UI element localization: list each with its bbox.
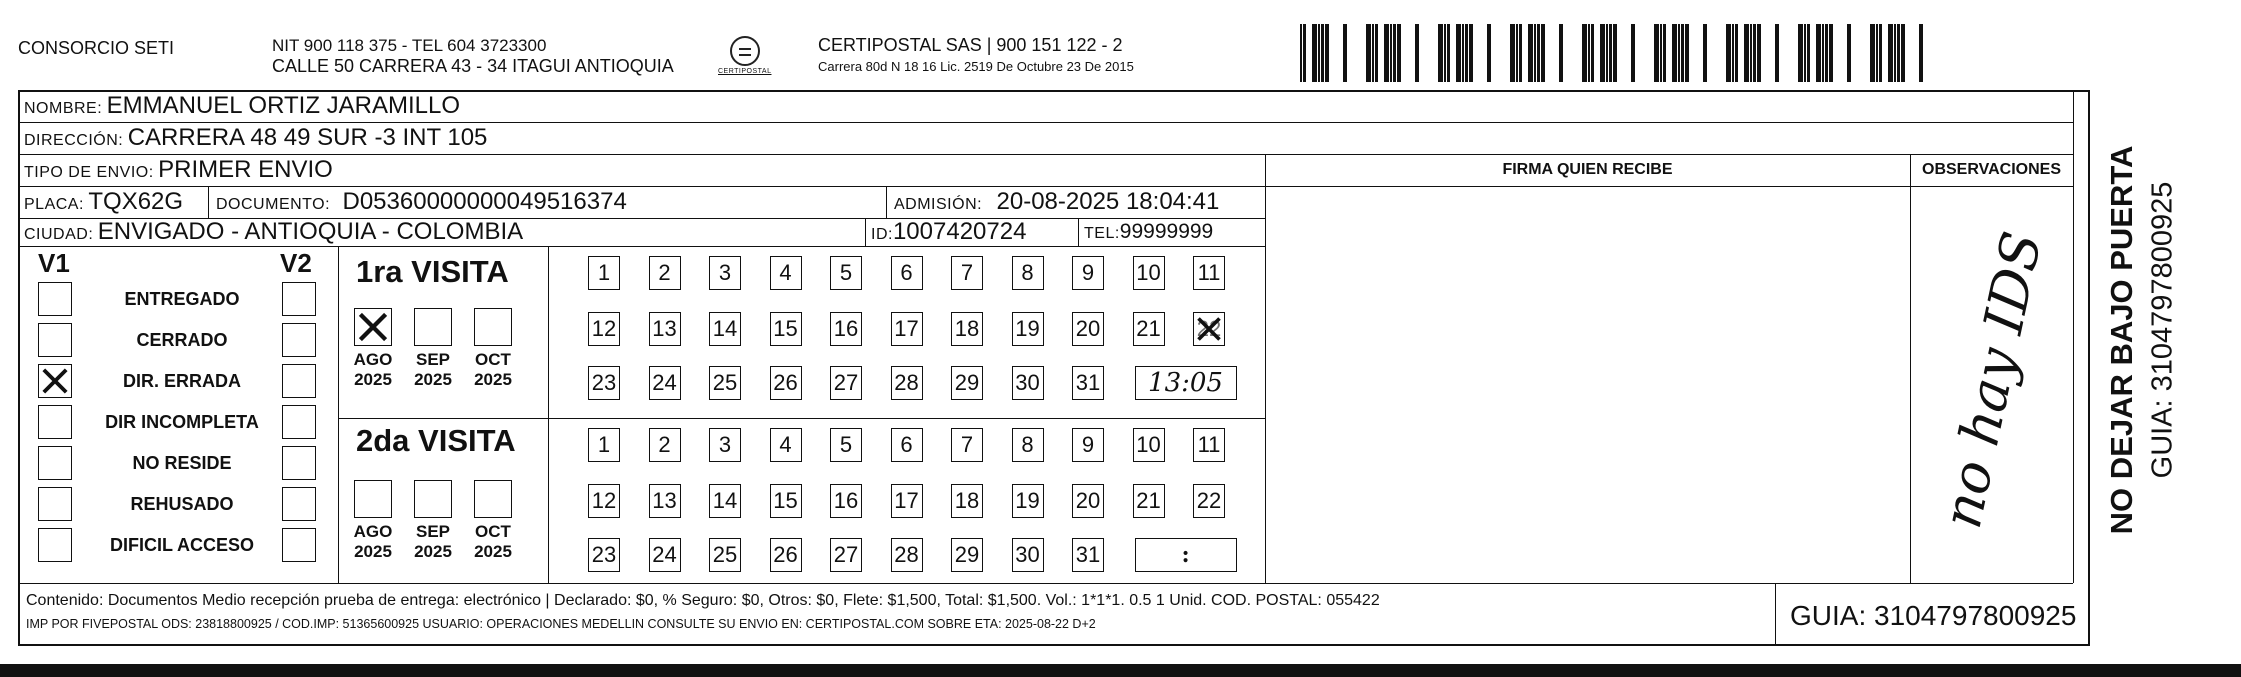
ciudad-value: ENVIGADO - ANTIOQUIA - COLOMBIA [97, 218, 524, 245]
barcode-bar [1372, 24, 1374, 82]
barcode-bar [1487, 24, 1491, 82]
tipo-envio-label: TIPO DE ENVIO: [24, 164, 154, 181]
tel-label: TEL: [1084, 225, 1120, 242]
barcode-bar [1631, 24, 1635, 82]
status-label: DIR INCOMPLETA [105, 412, 259, 432]
status-v2-checkbox[interactable] [282, 323, 316, 357]
month-label [409, 522, 457, 562]
direccion-label: DIRECCIÓN: [24, 132, 124, 149]
day-box[interactable]: 7 [951, 256, 983, 290]
barcode-bar [1393, 24, 1396, 82]
check-mark-icon [39, 365, 71, 397]
day-box[interactable]: 25 [709, 538, 741, 572]
day-box[interactable]: 17 [891, 312, 923, 346]
barcode-bar [1753, 24, 1756, 82]
day-box[interactable]: 25 [709, 366, 741, 400]
barcode-bar [1732, 24, 1734, 82]
barcode-bar [1654, 24, 1659, 82]
day-box[interactable]: 18 [951, 484, 983, 518]
day-number: 22 [1196, 316, 1222, 341]
barcode-bar [1591, 24, 1594, 82]
side-instruction: NO DEJAR BAJO PUERTA [2104, 145, 2139, 535]
tel-value: 99999999 [1119, 220, 1214, 243]
barcode-bar [1750, 24, 1752, 82]
barcode-bar [1919, 24, 1923, 82]
status-v2-checkbox[interactable] [282, 364, 316, 398]
barcode [1300, 24, 1936, 82]
day-box[interactable]: 23 [588, 538, 620, 572]
day-box[interactable]: 18 [951, 312, 983, 346]
barcode-bar [1678, 24, 1680, 82]
month-checkbox[interactable] [354, 480, 392, 518]
barcode-bar [1876, 24, 1878, 82]
footer-guia: GUIA: 3104797800925 [1790, 600, 2077, 631]
status-v1-checkbox[interactable] [38, 282, 72, 316]
month-checkbox[interactable] [354, 308, 392, 346]
barcode-bar [1469, 24, 1473, 82]
status-v2-checkbox[interactable] [282, 446, 316, 480]
status-label: DIR. ERRADA [122, 371, 241, 391]
barcode-bar [1541, 24, 1545, 82]
day-box[interactable]: 1 [588, 256, 620, 290]
barcode-bar [1703, 24, 1707, 82]
day-box[interactable]: 15 [770, 312, 802, 346]
admision-value: 20-08-2025 18:04:41 [996, 188, 1220, 215]
day-box[interactable]: 19 [1012, 484, 1044, 518]
day-box[interactable]: 29 [951, 538, 983, 572]
barcode-bar [1465, 24, 1468, 82]
status-v1-checkbox[interactable] [38, 528, 72, 562]
barcode-bar [1300, 24, 1302, 82]
status-v2-checkbox[interactable] [282, 282, 316, 316]
barcode-bar [1318, 24, 1320, 82]
day-box[interactable]: 3 [709, 428, 741, 462]
barcode-bar [1901, 24, 1905, 82]
barcode-bar [1672, 24, 1677, 82]
barcode-bar [1744, 24, 1749, 82]
barcode-bar [1726, 24, 1731, 82]
barcode-bar [1681, 24, 1684, 82]
day-box[interactable]: 30 [1012, 366, 1044, 400]
barcode-bar [1537, 24, 1540, 82]
barcode-bar [1600, 24, 1605, 82]
status-v1-checkbox[interactable] [38, 487, 72, 521]
day-box[interactable]: 20 [1072, 484, 1104, 518]
status-v1-checkbox[interactable] [38, 323, 72, 357]
barcode-bar [1456, 24, 1461, 82]
day-box[interactable]: 6 [891, 256, 923, 290]
day-box[interactable]: 28 [891, 538, 923, 572]
month-label [409, 350, 457, 390]
day-box[interactable]: 23 [588, 366, 620, 400]
month-label [469, 522, 517, 562]
license-line: Carrera 80d N 18 16 Lic. 2519 De Octubre 23 De 2015 [818, 59, 1134, 74]
day-box[interactable]: 13 [649, 312, 681, 346]
status-v2-checkbox[interactable] [282, 487, 316, 521]
barcode-bar [1870, 24, 1875, 82]
barcode-bar [1888, 24, 1893, 82]
barcode-bar [1588, 24, 1590, 82]
day-box[interactable]: 13 [649, 484, 681, 518]
side-guia: GUIA: 3104797800925 [2146, 181, 2179, 479]
placa-label: PLACA: [24, 196, 84, 213]
observaciones-header: OBSERVACIONES [1922, 161, 2061, 178]
admision-label: ADMISIÓN: [894, 196, 983, 213]
barcode-bar [1735, 24, 1738, 82]
day-box[interactable]: 2 [649, 428, 681, 462]
status-v1-checkbox[interactable] [38, 446, 72, 480]
barcode-bar [1462, 24, 1464, 82]
barcode-bar [1609, 24, 1612, 82]
day-box[interactable]: 29 [951, 366, 983, 400]
month-checkbox[interactable] [474, 480, 512, 518]
id-value: 1007420724 [892, 218, 1027, 245]
month-checkbox[interactable] [414, 480, 452, 518]
month-name: OCT [475, 350, 511, 369]
day-box[interactable]: 1 [588, 428, 620, 462]
barcode-bar [1415, 24, 1419, 82]
barcode-bar [1384, 24, 1389, 82]
status-v1-checkbox[interactable] [38, 364, 72, 398]
day-box[interactable]: 24 [649, 538, 681, 572]
barcode-bar [1528, 24, 1533, 82]
documento-value: D05360000000049516374 [342, 188, 627, 215]
barcode-bar [1804, 24, 1806, 82]
month-year: 2025 [474, 370, 512, 389]
barcode-bar [1303, 24, 1306, 82]
month-label [349, 350, 397, 390]
barcode-bar [1847, 24, 1851, 82]
barcode-bar [1757, 24, 1761, 82]
status-label: NO RESIDE [132, 453, 232, 473]
barcode-bar [1816, 24, 1821, 82]
day-box[interactable]: 22 [1193, 484, 1225, 518]
certipostal-logo-icon [730, 36, 760, 66]
firma-header: FIRMA QUIEN RECIBE [1502, 161, 1673, 178]
day-box[interactable]: 30 [1012, 538, 1044, 572]
month-year: 2025 [414, 370, 452, 389]
day-box[interactable]: 4 [770, 428, 802, 462]
barcode-bar [1325, 24, 1329, 82]
address-line: CALLE 50 CARRERA 43 - 34 ITAGUI ANTIOQUIA [272, 56, 674, 76]
barcode-bar [1894, 24, 1896, 82]
month-name: SEP [415, 522, 451, 541]
barcode-bar [1444, 24, 1446, 82]
day-box[interactable]: 5 [830, 428, 862, 462]
nit-line: NIT 900 118 375 - TEL 604 3723300 [272, 36, 547, 55]
footer-content-line: Contenido: Documentos Medio recepción prueba de entrega: electrónico | Declarado: $0, % Seguro: $0, Otros: $0, Flete: $1,500, Total: $1,500. Vol.: 1*1*1. 0.5 1 Unid. COD. POSTAL: 055422 [26, 592, 1380, 609]
placa-value: TQX62G [88, 188, 184, 215]
barcode-bar [1321, 24, 1324, 82]
direccion-value: CARRERA 48 49 SUR -3 INT 105 [127, 124, 488, 151]
month-year: 2025 [354, 370, 392, 389]
month-name: AGO [353, 522, 393, 541]
nombre-value: EMMANUEL ORTIZ JARAMILLO [106, 92, 461, 119]
day-box[interactable]: 26 [770, 538, 802, 572]
status-label: REHUSADO [130, 494, 234, 514]
day-box[interactable]: 31 [1072, 538, 1104, 572]
day-box[interactable]: 11 [1193, 428, 1225, 462]
day-box[interactable]: 16 [830, 484, 862, 518]
barcode-bar [1829, 24, 1833, 82]
day-box[interactable]: 3 [709, 256, 741, 290]
day-box[interactable]: 31 [1072, 366, 1104, 400]
visit1-title: 1ra VISITA [356, 254, 509, 289]
handwritten-observation: no hay IDS [1929, 226, 2055, 534]
day-box[interactable]: 17 [891, 484, 923, 518]
day-box[interactable]: 20 [1072, 312, 1104, 346]
barcode-bar [1613, 24, 1617, 82]
id-label: ID: [871, 226, 893, 243]
v1-header: V1 [38, 248, 70, 278]
month-check-icon [355, 309, 391, 345]
barcode-bar [1343, 24, 1347, 82]
carrier-line: CERTIPOSTAL SAS | 900 151 122 - 2 [818, 35, 1123, 55]
barcode-bar [1510, 24, 1515, 82]
day-box[interactable]: 21 [1133, 312, 1165, 346]
barcode-bar [1660, 24, 1662, 82]
barcode-bar [1447, 24, 1450, 82]
barcode-bar [1807, 24, 1810, 82]
status-label: ENTREGADO [124, 289, 240, 309]
status-label: CERRADO [136, 330, 228, 350]
status-label: DIFICIL ACCESO [109, 535, 254, 555]
time-box[interactable]: 13:05 [1135, 366, 1237, 400]
barcode-bar [1775, 24, 1779, 82]
nombre-label: NOMBRE: [24, 100, 103, 117]
barcode-bar [1390, 24, 1392, 82]
month-label [349, 522, 397, 562]
day-box[interactable]: 19 [1012, 312, 1044, 346]
scan-edge [0, 664, 2241, 677]
barcode-bar [1606, 24, 1608, 82]
day-box[interactable]: 7 [951, 428, 983, 462]
day-box[interactable]: 14 [709, 312, 741, 346]
day-box[interactable]: 12 [588, 484, 620, 518]
day-box[interactable]: 6 [891, 428, 923, 462]
day-box[interactable]: 4 [770, 256, 802, 290]
day-box[interactable]: 8 [1012, 256, 1044, 290]
day-box[interactable]: 21 [1133, 484, 1165, 518]
v2-header: V2 [280, 248, 312, 278]
company-name: CONSORCIO SETI [18, 38, 175, 58]
status-v2-checkbox[interactable] [282, 405, 316, 439]
barcode-bar [1897, 24, 1900, 82]
day-box[interactable]: 10 [1133, 428, 1165, 462]
barcode-bar [1663, 24, 1666, 82]
month-name: SEP [415, 350, 451, 369]
day-box[interactable]: 27 [830, 538, 862, 572]
barcode-bar [1559, 24, 1563, 82]
documento-label: DOCUMENTO: [216, 196, 331, 213]
day-box[interactable]: 24 [649, 366, 681, 400]
ciudad-label: CIUDAD: [24, 226, 94, 243]
month-name: OCT [475, 522, 511, 541]
month-checkbox[interactable] [414, 308, 452, 346]
day-box[interactable]: 28 [891, 366, 923, 400]
day-box[interactable]: 11 [1193, 256, 1225, 290]
barcode-bar [1516, 24, 1518, 82]
tipo-envio-value: PRIMER ENVIO [158, 156, 333, 183]
barcode-bar [1397, 24, 1401, 82]
day-box[interactable]: 10 [1133, 256, 1165, 290]
barcode-bar [1685, 24, 1689, 82]
day-box[interactable]: 16 [830, 312, 862, 346]
month-year: 2025 [474, 542, 512, 561]
month-label [469, 350, 517, 390]
month-checkbox[interactable] [474, 308, 512, 346]
barcode-bar [1798, 24, 1803, 82]
barcode-bar [1534, 24, 1536, 82]
month-name: AGO [353, 350, 393, 369]
barcode-bar [1366, 24, 1371, 82]
day-box[interactable]: 15 [770, 484, 802, 518]
day-box[interactable] [1193, 312, 1225, 346]
barcode-bar [1822, 24, 1824, 82]
time-box[interactable]: : [1135, 538, 1237, 572]
barcode-bar [1825, 24, 1828, 82]
status-v1-checkbox[interactable] [38, 405, 72, 439]
day-box[interactable]: 12 [588, 312, 620, 346]
month-year: 2025 [414, 542, 452, 561]
status-v2-checkbox[interactable] [282, 528, 316, 562]
month-year: 2025 [354, 542, 392, 561]
day-box[interactable]: 26 [770, 366, 802, 400]
visit2-title: 2da VISITA [356, 423, 516, 458]
day-box[interactable]: 5 [830, 256, 862, 290]
logo-text: CERTIPOSTAL [718, 68, 772, 75]
barcode-bar [1312, 24, 1317, 82]
barcode-bar [1519, 24, 1522, 82]
barcode-bar [1582, 24, 1587, 82]
day-box[interactable]: 9 [1072, 256, 1104, 290]
barcode-bar [1879, 24, 1882, 82]
footer-print-line: IMP POR FIVEPOSTAL ODS: 23818800925 / COD.IMP: 51365600925 USUARIO: OPERACIONES MEDELLIN CONSULTE SU ENVIO EN: CERTIPOSTAL.COM SOBRE ETA: 2025-08-22 D+2 [26, 617, 1096, 631]
day-box[interactable]: 14 [709, 484, 741, 518]
day-box[interactable]: 8 [1012, 428, 1044, 462]
barcode-bar [1375, 24, 1378, 82]
barcode-bar [1438, 24, 1443, 82]
day-box[interactable]: 9 [1072, 428, 1104, 462]
day-box[interactable]: 2 [649, 256, 681, 290]
day-box[interactable]: 27 [830, 366, 862, 400]
